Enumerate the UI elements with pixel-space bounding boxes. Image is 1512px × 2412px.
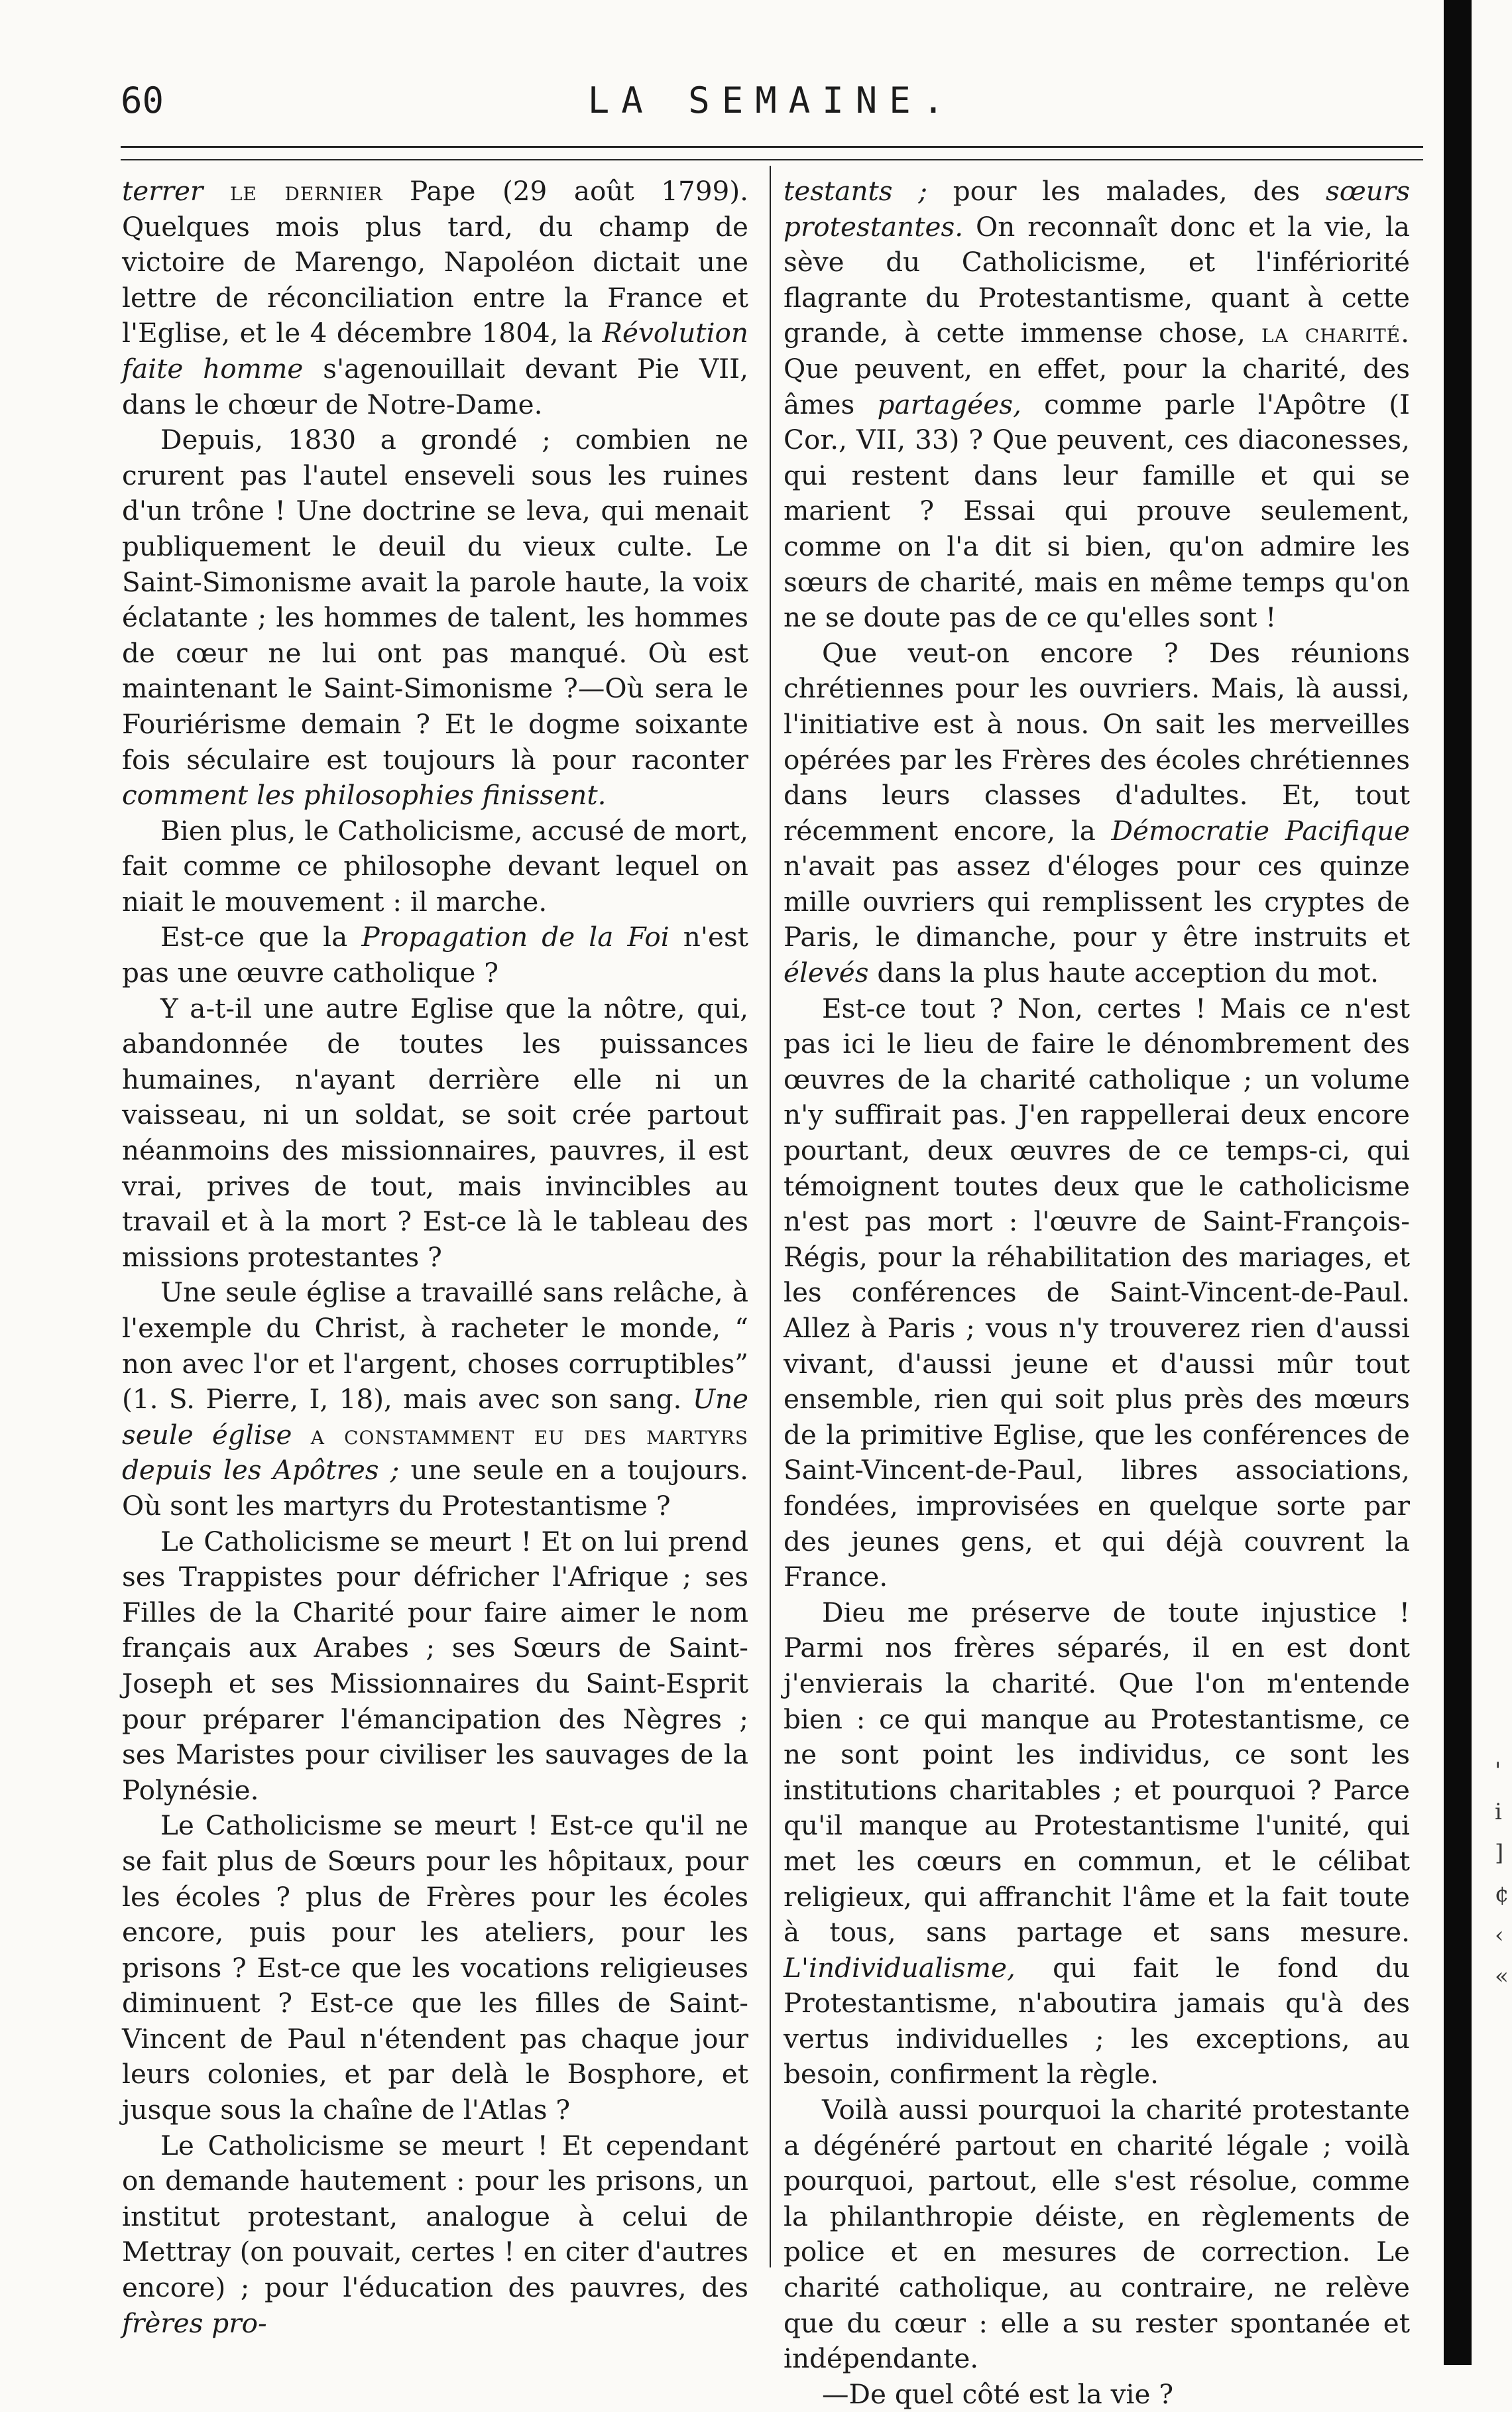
text-run: n'avait pas assez d'éloges pour ces quinze mille ouvriers qui remplissent les cryptes de Paris, le dimanche, pour y être instruits et	[784, 850, 1410, 953]
page-header	[121, 80, 1423, 133]
paragraph	[784, 1595, 1410, 2092]
italic-text: Démocratie Pacifique	[1111, 814, 1411, 847]
paragraph: Voilà aussi pourquoi la charité protestante a dégénéré partout en charité légale ; voilà pourquoi, partout, elle s'est résolue, comme la philanthropie déiste, en règlements de police et en mesures de correction. Le charité catholique, au contraire, ne relève que du cœur : elle a su rester spontanée et indépendante.	[784, 2094, 1410, 2375]
header-rule-bottom	[121, 159, 1423, 160]
paragraph	[122, 422, 748, 814]
header-rule-top	[121, 146, 1423, 148]
text-run: dans la plus haute acception du mot.	[877, 957, 1379, 989]
small-caps-text: le dernier	[229, 175, 383, 207]
margin-mark: «	[1495, 1963, 1509, 1990]
text-run: Depuis, 1830 a grondé ; combien ne crurent pas l'autel enseveli sous les ruines d'un trône ! Une doctrine se leva, qui menait publiquement le deuil du vieux culte. Le Saint-Simonisme avait la parole haute, la voix éclatante ; les hommes de talent, les hommes de cœur ne lui ont pas manqué. Où est maintenant le Saint-Simonisme ?—Où sera le Fouriérisme demain ? Et le dogme soixante fois séculaire est toujours là pour raconter	[122, 424, 748, 776]
paragraph	[784, 174, 1410, 636]
italic-text: Une seule église	[122, 1383, 748, 1451]
small-caps-text: la charité.	[1261, 317, 1410, 349]
italic-text: élevés	[784, 957, 869, 989]
text-run: s'agenouillait devant Pie VII, dans le chœur de Notre-Dame.	[122, 352, 749, 420]
margin-mark: ‹	[1495, 1922, 1504, 1949]
margin-mark: '	[1495, 1758, 1501, 1784]
text-run: qui fait le fond du Protestantisme, n'aboutira jamais qu'à des vertus individuelles ; les exceptions, au besoin, confirment la règle.	[784, 1951, 1410, 2090]
small-caps-text: a constamment eu des martyrs	[310, 1418, 749, 1451]
italic-text: depuis les Apôtres ;	[122, 1454, 400, 1486]
paragraph: Le Catholicisme se meurt ! Est-ce qu'il ne se fait plus de Sœurs pour les hôpitaux, pour les écoles ? plus de Frères pour les écoles encore, puis pour les ateliers, pour les prisons ? Est-ce que les vocations religieuses diminuent ? Est-ce que les filles de Saint-Vincent de Paul n'étendent pas chaque jour leurs colonies, et par delà le Bosphore, et jusque sous la chaîne de l'Atlas ?	[122, 1809, 748, 2126]
paragraph: Y a-t-il une autre Eglise que la nôtre, qui, abandonnée de toutes les puissances humaines, n'ayant derrière elle ni un vaisseau, ni un soldat, se soit crée partout néanmoins des missionnaires, pauvres, il est vrai, prives de tout, mais invincibles au travail et à la mort ? Est-ce là le tableau des missions protestantes ?	[122, 992, 748, 1273]
margin-mark: ]	[1495, 1840, 1504, 1866]
paragraph	[122, 1275, 748, 1524]
text-run: Une seule église a travaillé sans relâche, à l'exemple du Christ, à racheter le monde, “ non avec l'or et l'argent, choses corruptibles” (1. S. Pierre, I, 18), mais avec son sang.	[122, 1276, 748, 1416]
italic-text: Propagation de la Foi	[361, 921, 669, 953]
paragraph: Est-ce tout ? Non, certes ! Mais ce n'est pas ici le lieu de faire le dénombrement des œuvres de la charité catholique ; un volume n'y suffirait pas. J'en rappellerai deux encore pourtant, deux œuvres de ce temps-ci, qui témoignent toutes deux que le catholicisme n'est pas mort : l'œuvre de Saint-François-Régis, pour la réhabilitation des mariages, et les conférences de Saint-Vincent-de-Paul. Allez à Paris ; vous n'y trouverez rien d'aussi vivant, d'aussi jeune et d'aussi mûr tout ensemble, rien qui soit plus près des mœurs de la primitive Eglise, que les conférences de Saint-Vincent-de-Paul, libres associations, fondées, improvisées en quelque sorte par des jeunes gens, et qui déjà couvrent la France.	[784, 992, 1410, 1593]
paragraph	[784, 636, 1410, 991]
italic-text: Révolution faite homme	[122, 317, 748, 385]
text-run: Que peuvent, en effet, pour la charité, des âmes	[784, 352, 1410, 420]
text-run: une seule en a toujours. Où sont les martyrs du Protestantisme ?	[122, 1454, 748, 1522]
italic-text: partagées,	[877, 388, 1021, 420]
paragraph: Le Catholicisme se meurt ! Et on lui prend ses Trappistes pour défricher l'Afrique ; ses Filles de la Charité pour faire aimer le nom français aux Arabes ; ses Sœurs de Saint-Joseph et ses Missionnaires du Saint-Esprit pour préparer l'émancipation des Nègres ; ses Maristes pour civiliser les sauvages de la Polynésie.	[122, 1525, 748, 1806]
paragraph	[122, 920, 748, 991]
paragraph	[122, 174, 748, 422]
right-column	[784, 174, 1411, 2410]
italic-text: testants ;	[784, 175, 927, 207]
text-run: Le Catholicisme se meurt ! Et cependant on demande hautement : pour les prisons, un institut protestant, analogue à celui de Mettray (on pouvait, certes ! en citer d'autres encore) ; pour l'éducation des pauvres, des	[122, 2129, 748, 2304]
margin-mark: ¢	[1495, 1881, 1509, 1907]
margin-mark: i	[1495, 1799, 1502, 1825]
italic-text: sœurs protestantes.	[784, 175, 1411, 243]
text-run: comme parle l'Apôtre (I Cor., VII, 33) ? Que peuvent, ces diaconesses, qui restent dans leur famille et qui se marient ? Essai qui prouve seulement, comme on l'a dit si bien, qu'on admire les sœurs de charité, mais en même temps qu'on ne se doute pas de ce qu'elles sont !	[784, 388, 1411, 634]
text-run: Pape (29 août 1799). Quelques mois plus tard, du champ de victoire de Marengo, Napoléon dictait une lettre de réconciliation entre la France et l'Eglise, et le 4 décembre 1804, la	[122, 175, 749, 349]
text-run: Dieu me préserve de toute injustice ! Parmi nos frères séparés, il en est dont j'envierais la charité. Que l'on m'entende bien : ce qui manque au Protestantisme, ce ne sont point les individus, ce sont les institutions charitables ; et pourquoi ? Parce qu'il manque au Protestantisme l'unité, qui met les cœurs en commun, et le célibat religieux, qui affranchit l'âme et la fait toute à tous, sans partage et sans mesure.	[784, 1596, 1410, 1949]
margin-marks	[1495, 1750, 1512, 2029]
text-run: pour les malades, des	[953, 175, 1301, 207]
paragraph: Bien plus, le Catholicisme, accusé de mort, fait comme ce philosophe devant lequel on niait le mouvement : il marche.	[122, 814, 748, 918]
text-run: n'est pas une œuvre catholique ?	[122, 921, 749, 989]
text-run: On reconnaît donc et la vie, la sève du Catholicisme, et l'infériorité flagrante du Protestantisme, quant à cette grande, à cette immense chose,	[784, 210, 1411, 349]
text-run: Est-ce que la	[160, 921, 348, 953]
page-number: 60	[121, 80, 164, 121]
left-column	[122, 174, 749, 2339]
column-divider	[770, 166, 771, 2267]
italic-text: frères pro-	[122, 2307, 267, 2339]
paragraph	[122, 2128, 748, 2342]
italic-text: terrer	[122, 175, 204, 207]
running-title: LA SEMAINE.	[587, 80, 957, 121]
italic-text: L'individualisme,	[784, 1951, 1016, 1984]
paragraph: —De quel côté est la vie ?	[822, 2378, 1174, 2410]
scan-edge-shadow	[1444, 0, 1472, 2365]
text-run: Que veut-on encore ? Des réunions chrétiennes pour les ouvriers. Mais, là aussi, l'initiative est à nous. On sait les merveilles opérées par les Frères des écoles chrétiennes dans leurs classes d'adultes. Et, tout récemment encore, la	[784, 636, 1410, 847]
italic-text: comment les philosophies finissent.	[122, 779, 607, 812]
